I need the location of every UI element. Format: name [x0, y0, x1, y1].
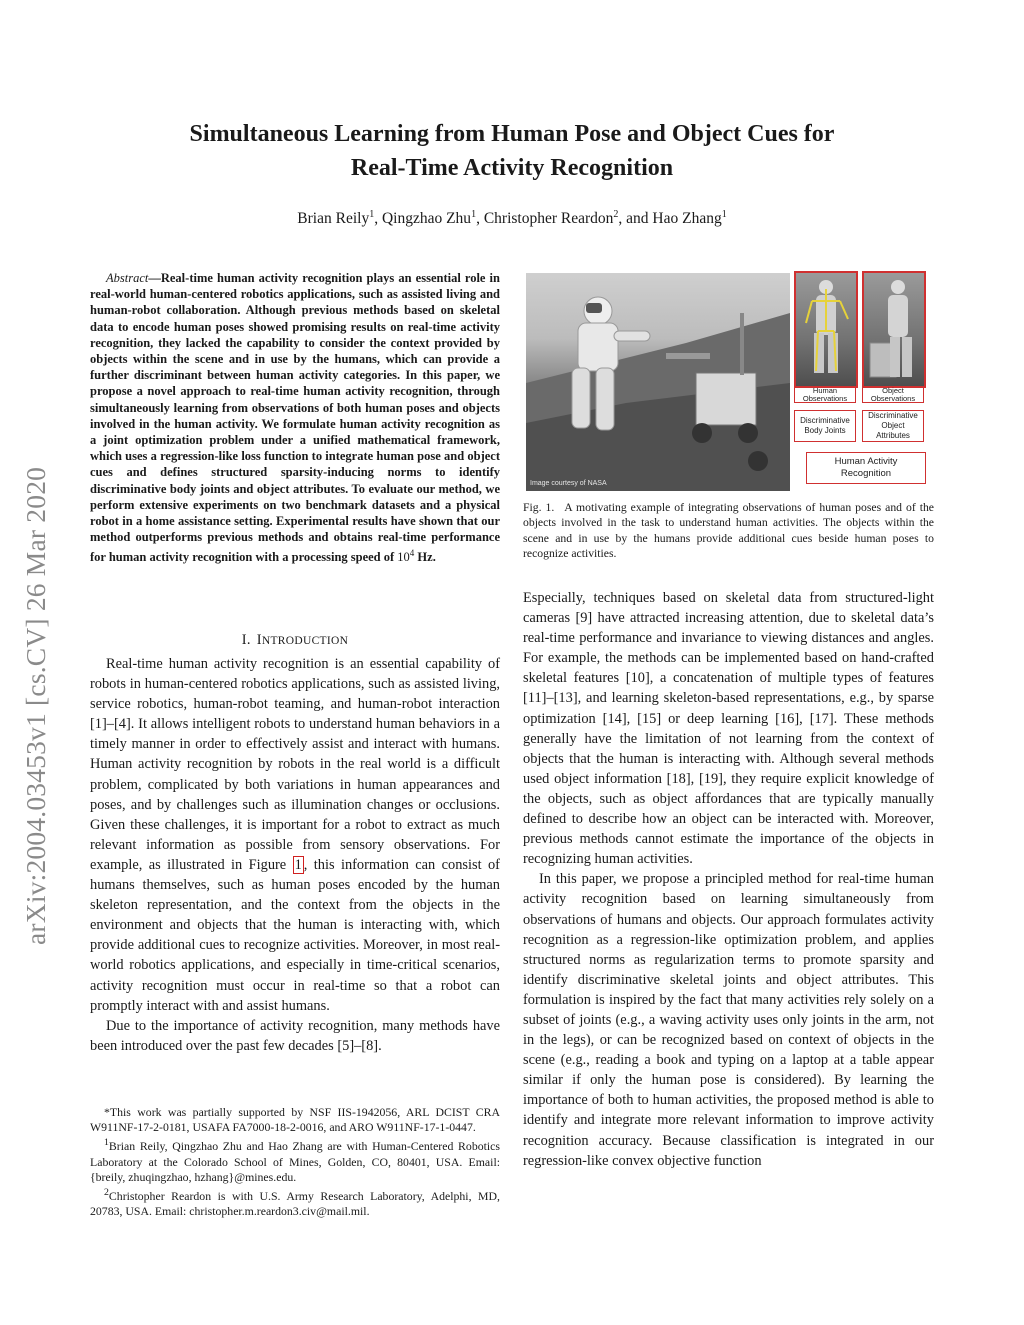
astronaut-robot-photo: [526, 273, 790, 491]
author-separator: , and: [618, 210, 653, 228]
object-illustration: [864, 273, 924, 386]
author-name: Hao Zhang: [652, 210, 722, 228]
author-name: Qingzhao Zhu: [381, 210, 472, 228]
object-thumbnail: [862, 271, 926, 388]
affiliation-mark: 1: [471, 209, 477, 220]
author-separator: ,: [476, 210, 484, 228]
discriminative-body-joints-box: [794, 410, 856, 442]
author-separator: ,: [374, 210, 382, 228]
footnote-mark: 1: [104, 1137, 109, 1149]
author-name: Brian Reily: [297, 210, 370, 228]
affiliation-mark: 1: [369, 209, 375, 220]
discriminative-object-attributes-box: [862, 410, 924, 442]
author-name: Christopher Reardon: [483, 210, 614, 228]
title-line-2: Real-Time Activity Recognition: [350, 155, 674, 181]
caption-text: A motivating example of integrating observations of human poses and of the objects involved in the task to understand human activities. The objects within the scene and in use by the humans provide additional cues beside human poses to recognize activities.: [523, 501, 934, 560]
abstract: [90, 270, 500, 566]
footnote-mark: 2: [104, 1186, 109, 1198]
object-observations-box: [862, 387, 924, 403]
paper-title: [90, 117, 934, 185]
box-line: Attributes: [876, 431, 910, 440]
footnotes: [90, 1105, 500, 1219]
approach-paragraph: In this paper, we propose a principled method for real-time human activity recognition based on learning simultaneously from observations of humans and objects. Our approach formulates activity recognition as a regression-like optimization problem, and applies structured norms as regularization terms to promote sparsity and identify discriminative skeletal joints and object attributes. This formulation is inspired by the fact that many activities rely solely on a subset of joints (e.g., a waving activity uses only joints in the arm, not in the legs), or can be recognized based on context of objects in the scene (e.g., reading a book and typing on a laptop at a table appear similar if only the human pose is considered). By learning the importance of both to human activities, the proposed method is able to identify and integrate more relevant information to improve activity recognition accuracy. Because classification is integrated in our regression-like convex objective function: [523, 871, 934, 1169]
right-column-text: [523, 588, 934, 1171]
figure-1: [526, 271, 934, 493]
box-line: Observations: [870, 394, 916, 403]
box-line: Observations: [802, 394, 848, 403]
related-work-paragraph: Especially, techniques based on skeletal data from structured-light cameras [9] have attracted increasing attention, due to skeletal data’s real-time performance and invariance to viewing distances and angles. For example, the methods can be implemented based on hand-crafted skeletal features [10], a concatenation of multiple types of features [11]–[13], and learning skeleton-based representations, e.g., by sparse optimization [14], [15] or deep learning [16], [17]. These methods generally have the limitation of not learning from the context of objects that the human is interacting with. Although several methods used object information [18], [19], they require explicit knowledge of the objects, such as object affordances that are typically manually defined to describe how an object can be interacted with. Moreover, previous methods cannot estimate the importance of the objects in recognizing human activities.: [523, 590, 934, 868]
intro-paragraph-1: [90, 654, 500, 1016]
human-observations-box: [794, 387, 856, 403]
image-credit: Image courtesy of NASA: [530, 480, 607, 487]
photo-illustration: [526, 273, 790, 491]
affiliation-mark: 1: [721, 209, 727, 220]
speed-exponent: 4: [409, 548, 415, 559]
box-line: Discriminative: [800, 416, 850, 425]
box-line: Recognition: [840, 468, 892, 479]
speed-base: 10: [397, 550, 410, 565]
funding-footnote: *This work was partially supported by NSF IIS-1942056, ARL DCIST CRA W911NF-17-2-0181, USAFA FA7000-18-2-0016, and ARO W911NF-17-1-0447.: [90, 1105, 500, 1135]
section-title-rest: NTRODUCTION: [261, 635, 349, 647]
box-line: Object: [881, 421, 905, 430]
footnote-text: Brian Reily, Qingzhao Zhu and Hao Zhang are with Human-Centered Robotics Laboratory at the Colorado School of Mines, Golden, CO, 80401, USA. Email: {breily, zhuqingzhao, hzhang}@mines.edu.: [90, 1139, 500, 1184]
affiliation-mark: 2: [613, 209, 619, 220]
box-line: Human Activity: [834, 456, 898, 467]
abstract-text: Real-time human activity recognition plays an essential role in real-world human-centered robotics applications, such as assisted living and human-robot collaboration. Although previous methods based on skeletal data to encode human poses showed promising results on real-time activity recognition, they lacked the capability to consider the context provided by objects within the scene and in use by the humans, which can provide a further discriminant between human activity categories. In this paper, we propose a novel approach to real-time human activity recognition, through simultaneously learning from observations of both human poses and objects involved in the human activity. We formulate human activity recognition as a joint optimization problem under a unified mathematical framework, which uses a regression-like loss function to integrate human pose and object cues and defines structured sparsity-inducing norms to identify discriminative body joints and object attributes. To evaluate our method, we perform extensive experiments on two benchmark datasets and a physical robot in a home assistance setting. Experimental results have shown that our method outperforms previous methods and obtains real-time performance for human activity recognition with a processing speed of: [90, 271, 500, 565]
intro-p1-part-b: , this information can consist of humans themselves, such as human poses encoded by the human skeleton representation, and the context from the objects in the environment and objects that the human is interacting with, which provide additional cues to recognize activities. Moreover, in most real-world robotics applications, and especially in time-critical scenarios, activity recognition must occur in real-time so that a robot can promptly interact with and assist humans.: [90, 856, 500, 1014]
section-title-initial: I: [256, 632, 262, 648]
title-line-1: Simultaneous Learning from Human Pose and Object Cues for: [189, 121, 835, 147]
skeleton-illustration: [796, 273, 856, 386]
arxiv-identifier[interactable]: arXiv:2004.03453v1 [cs.CV] 26 Mar 2020: [20, 466, 51, 945]
figure-1-link[interactable]: 1: [294, 856, 302, 873]
box-line: Discriminative: [868, 411, 918, 420]
section-heading-introduction: [90, 632, 500, 649]
section-number: I.: [241, 632, 251, 648]
figure-1-caption: [523, 500, 934, 561]
box-line: Human: [812, 386, 838, 395]
box-line: Body Joints: [804, 426, 846, 435]
affiliation-footnote-1: [90, 1135, 500, 1185]
speed-unit: Hz.: [414, 550, 436, 565]
author-list: [90, 209, 934, 228]
footnote-text: Christopher Reardon is with U.S. Army Research Laboratory, Adelphi, MD, 20783, USA. Email: christopher.m.reardon3.civ@mail.mil.: [90, 1188, 500, 1219]
human-activity-recognition-box: [806, 452, 926, 484]
intro-p1-part-a: Real-time human activity recognition is an essential capability of robots in human-centered robotics applications, such as assisted living, service robotics, human-robot teaming, and human-robot interaction [1]–[4]. It allows intelligent robots to understand human behaviors in a timely manner in order to effectively assist and interact with humans. Human activity recognition by robots in the real world is a difficult problem, complicated by both variations in human appearances and poses, and by challenges such as illumination changes or occlusions. Given these challenges, it is important for a robot to extract as much relevant information as possible from sensory observations. For example, as illustrated in Figure: [90, 656, 500, 873]
abstract-label: Abstract: [106, 271, 149, 285]
abstract-dash: —: [148, 271, 161, 285]
box-line: Object: [882, 386, 904, 395]
caption-label: Fig. 1.: [523, 501, 555, 514]
human-skeleton-thumbnail: [794, 271, 858, 388]
affiliation-footnote-2: [90, 1185, 500, 1219]
intro-paragraph-2: Due to the importance of activity recognition, many methods have been introduced over the past few decades [5]–[8].: [90, 1017, 500, 1054]
intro-text: [90, 654, 500, 1056]
